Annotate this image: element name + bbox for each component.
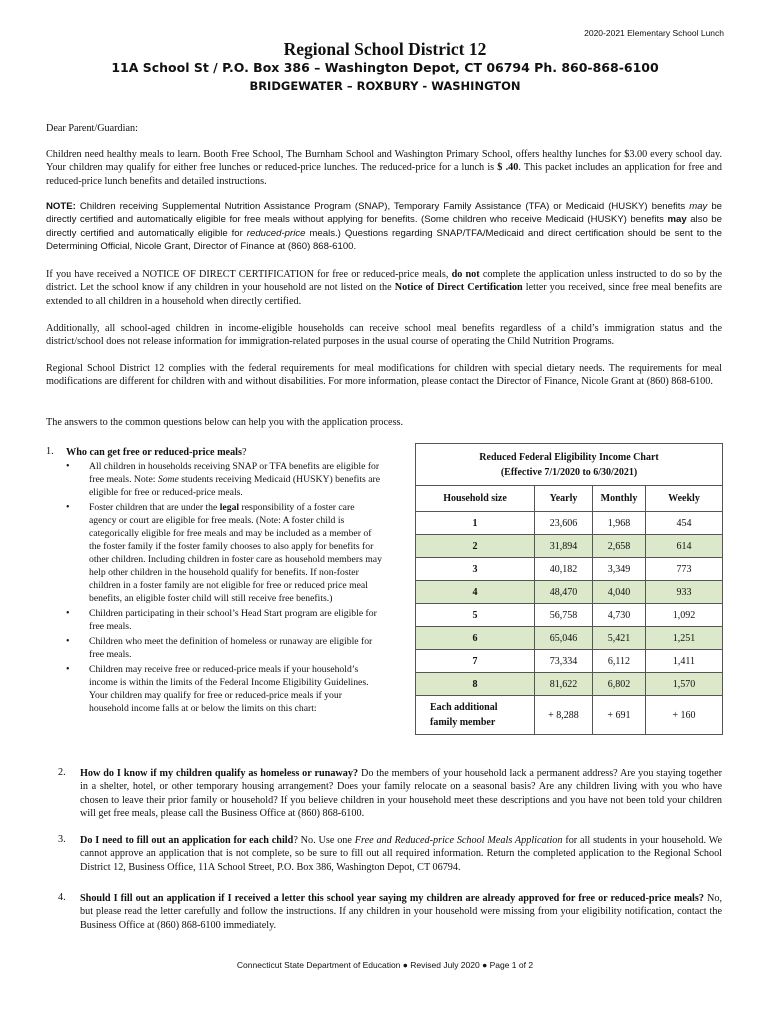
yearly-cell: 56,758 bbox=[535, 604, 593, 627]
list-item: • Children participating in their school’s Head Start program are eligible for free meals. bbox=[60, 607, 382, 633]
yearly-cell: + 8,288 bbox=[535, 696, 593, 735]
household-size-cell: 8 bbox=[416, 673, 535, 696]
dietary-paragraph: Regional School District 12 complies with the federal requirements for meal modifications for children with special dietary needs. The requirements for meal modifications are different for children with and without disabilities. For more information, please contact the Director of Finance, Nicole Grant at (860) 868-6100. bbox=[46, 363, 722, 388]
q1-bullet-list bbox=[60, 460, 382, 717]
weekly-cell: 1,251 bbox=[646, 627, 723, 650]
intro-paragraph: Children need healthy meals to learn. Booth Free School, The Burnham School and Washington Primary School, offers healthy lunches for $3.00 every school day. Your children may qualify for either free lunches or reduced-price lunches. The reduced-price for a lunch is $ .40. This packet includes an application for free and reduced-price lunch benefits and detailed instructions. bbox=[46, 149, 723, 187]
yearly-cell: 81,622 bbox=[535, 673, 593, 696]
household-size-cell: 6 bbox=[416, 627, 535, 650]
income-eligibility-table bbox=[415, 443, 723, 735]
note-paragraph: NOTE: Children receiving Supplemental Nutrition Assistance Program (SNAP), Temporary Family Assistance (TFA) or Medicaid (HUSKY) benefits may be directly certified and automatically eligible for free meals without applying for benefits. (Some children who receive Medicaid (HUSKY) benefits may also be directly certified and automatically eligible for reduced-price meals.) Questions regarding SNAP/TFA/Medicaid and direct certification should be sent to the Determining Official, Nicole Grant, Director of Finance at (860) 868-6100. bbox=[46, 201, 723, 253]
weekly-cell: 1,411 bbox=[646, 650, 723, 673]
column-header: Monthly bbox=[593, 486, 646, 512]
q3-number: 3. bbox=[58, 834, 66, 845]
table-row bbox=[416, 604, 723, 627]
weekly-cell: 454 bbox=[646, 512, 723, 535]
table-row bbox=[416, 627, 723, 650]
monthly-cell: 5,421 bbox=[593, 627, 646, 650]
weekly-cell: 614 bbox=[646, 535, 723, 558]
table-row bbox=[416, 535, 723, 558]
column-header: Yearly bbox=[535, 486, 593, 512]
table-row bbox=[416, 696, 723, 735]
header-tag: 2020-2021 Elementary School Lunch bbox=[584, 28, 724, 38]
income-chart-caption: Reduced Federal Eligibility Income Chart (Effective 7/1/2020 to 6/30/2021) bbox=[416, 444, 723, 486]
additional-member-label: Each additional family member bbox=[416, 696, 535, 735]
table-row bbox=[416, 581, 723, 604]
district-towns: BRIDGEWATER – ROXBURY - WASHINGTON bbox=[249, 79, 521, 93]
household-size-cell: 2 bbox=[416, 535, 535, 558]
monthly-cell: 6,802 bbox=[593, 673, 646, 696]
monthly-cell: 6,112 bbox=[593, 650, 646, 673]
household-size-cell: 3 bbox=[416, 558, 535, 581]
page-title: Regional School District 12 bbox=[283, 39, 487, 59]
household-size-cell: 5 bbox=[416, 604, 535, 627]
weekly-cell: + 160 bbox=[646, 696, 723, 735]
list-item: • Foster children that are under the legal responsibility of a foster care agency or court are eligible for free meals. (Note: A foster child is categorically eligible for free meals and may be included as a member of the foster family if the foster family chooses to also apply for benefits for other children. Including children in foster care as household members may help other children in the household qualify for benefits. If non-foster children in a foster family are not eligible for free or reduced price meal benefits, an eligible foster child will still receive free benefits.) bbox=[60, 501, 382, 605]
weekly-cell: 1,092 bbox=[646, 604, 723, 627]
direct-certification-paragraph: If you have received a NOTICE OF DIRECT CERTIFICATION for free or reduced-price meals, do not complete the application unless instructed to do so by the district. Let the school know if any children in your household are not listed on the Notice of Direct Certification letter you received, since free meal benefits are extended to all children in a household when directly certified. bbox=[46, 269, 723, 307]
list-item: • All children in households receiving SNAP or TFA benefits are eligible for free meals. Note: Some students receiving Medicaid (HUSKY) benefits are eligible for free or reduced-price meals. bbox=[60, 460, 382, 499]
monthly-cell: 1,968 bbox=[593, 512, 646, 535]
immigration-paragraph: Additionally, all school-aged children in income-eligible households can receive school meal benefits regardless of a child’s immigration status and the district/school does not release information for immigration-related purposes in the usual course of operating the Child Nutrition Programs. bbox=[46, 323, 722, 348]
q2-paragraph: How do I know if my children qualify as homeless or runaway? Do the members of your household lack a permanent address? Are you staying together in a shelter, hotel, or other temporary housing arrangement? Does your family relocate on a seasonal basis? Are any children living with you who have chosen to leave their prior family or household? If you believe children in your household meet these descriptions and you have not been told your children will get free meals, please call the Business Office at (860) 868-6100. bbox=[80, 768, 722, 820]
yearly-cell: 73,334 bbox=[535, 650, 593, 673]
table-row bbox=[416, 673, 723, 696]
q4-paragraph: Should I fill out an application if I received a letter this school year saying my children are already approved for free or reduced-price meals? No, but please read the letter carefully and follow the instructions. If any children in your household were missing from your eligibility notification, contact the Business Office at (860) 868-6100 immediately. bbox=[80, 893, 722, 931]
yearly-cell: 48,470 bbox=[535, 581, 593, 604]
monthly-cell: 2,658 bbox=[593, 535, 646, 558]
table-row bbox=[416, 650, 723, 673]
household-size-cell: 1 bbox=[416, 512, 535, 535]
monthly-cell: 4,730 bbox=[593, 604, 646, 627]
salutation: Dear Parent/Guardian: bbox=[46, 123, 138, 134]
column-header: Household size bbox=[416, 486, 535, 512]
q4-number: 4. bbox=[58, 892, 66, 903]
q2-number: 2. bbox=[58, 767, 66, 778]
list-item: • Children may receive free or reduced-price meals if your household’s income is within the limits of the Federal Income Eligibility Guidelines. Your children may qualify for free or reduced-price meals if your household income falls at or below the limits on this chart: bbox=[60, 663, 382, 715]
yearly-cell: 23,606 bbox=[535, 512, 593, 535]
household-size-cell: 4 bbox=[416, 581, 535, 604]
table-row bbox=[416, 512, 723, 535]
questions-intro: The answers to the common questions below can help you with the application process. bbox=[46, 417, 404, 428]
weekly-cell: 933 bbox=[646, 581, 723, 604]
household-size-cell: 7 bbox=[416, 650, 535, 673]
q1-question: Who can get free or reduced-price meals? bbox=[66, 447, 247, 458]
yearly-cell: 31,894 bbox=[535, 535, 593, 558]
weekly-cell: 1,570 bbox=[646, 673, 723, 696]
page-footer: Connecticut State Department of Education ● Revised July 2020 ● Page 1 of 2 bbox=[236, 960, 534, 970]
column-header: Weekly bbox=[646, 486, 723, 512]
q3-paragraph: Do I need to fill out an application for each child? No. Use one Free and Reduced-price School Meals Application for all students in your household. We cannot approve an application that is not complete, so be sure to fill out all required information. Return the completed application to the Regional School District 12, Business Office, 11A School Street, P.O. Box 386, Washington Depot, CT 06794. bbox=[80, 835, 722, 873]
monthly-cell: + 691 bbox=[593, 696, 646, 735]
weekly-cell: 773 bbox=[646, 558, 723, 581]
yearly-cell: 40,182 bbox=[535, 558, 593, 581]
table-row bbox=[416, 558, 723, 581]
district-address: 11A School St / P.O. Box 386 – Washington Depot, CT 06794 Ph. 860-868-6100 bbox=[111, 60, 659, 75]
yearly-cell: 65,046 bbox=[535, 627, 593, 650]
monthly-cell: 3,349 bbox=[593, 558, 646, 581]
list-item: • Children who meet the definition of homeless or runaway are eligible for free meals. bbox=[60, 635, 382, 661]
q1-number: 1. bbox=[46, 446, 54, 457]
monthly-cell: 4,040 bbox=[593, 581, 646, 604]
